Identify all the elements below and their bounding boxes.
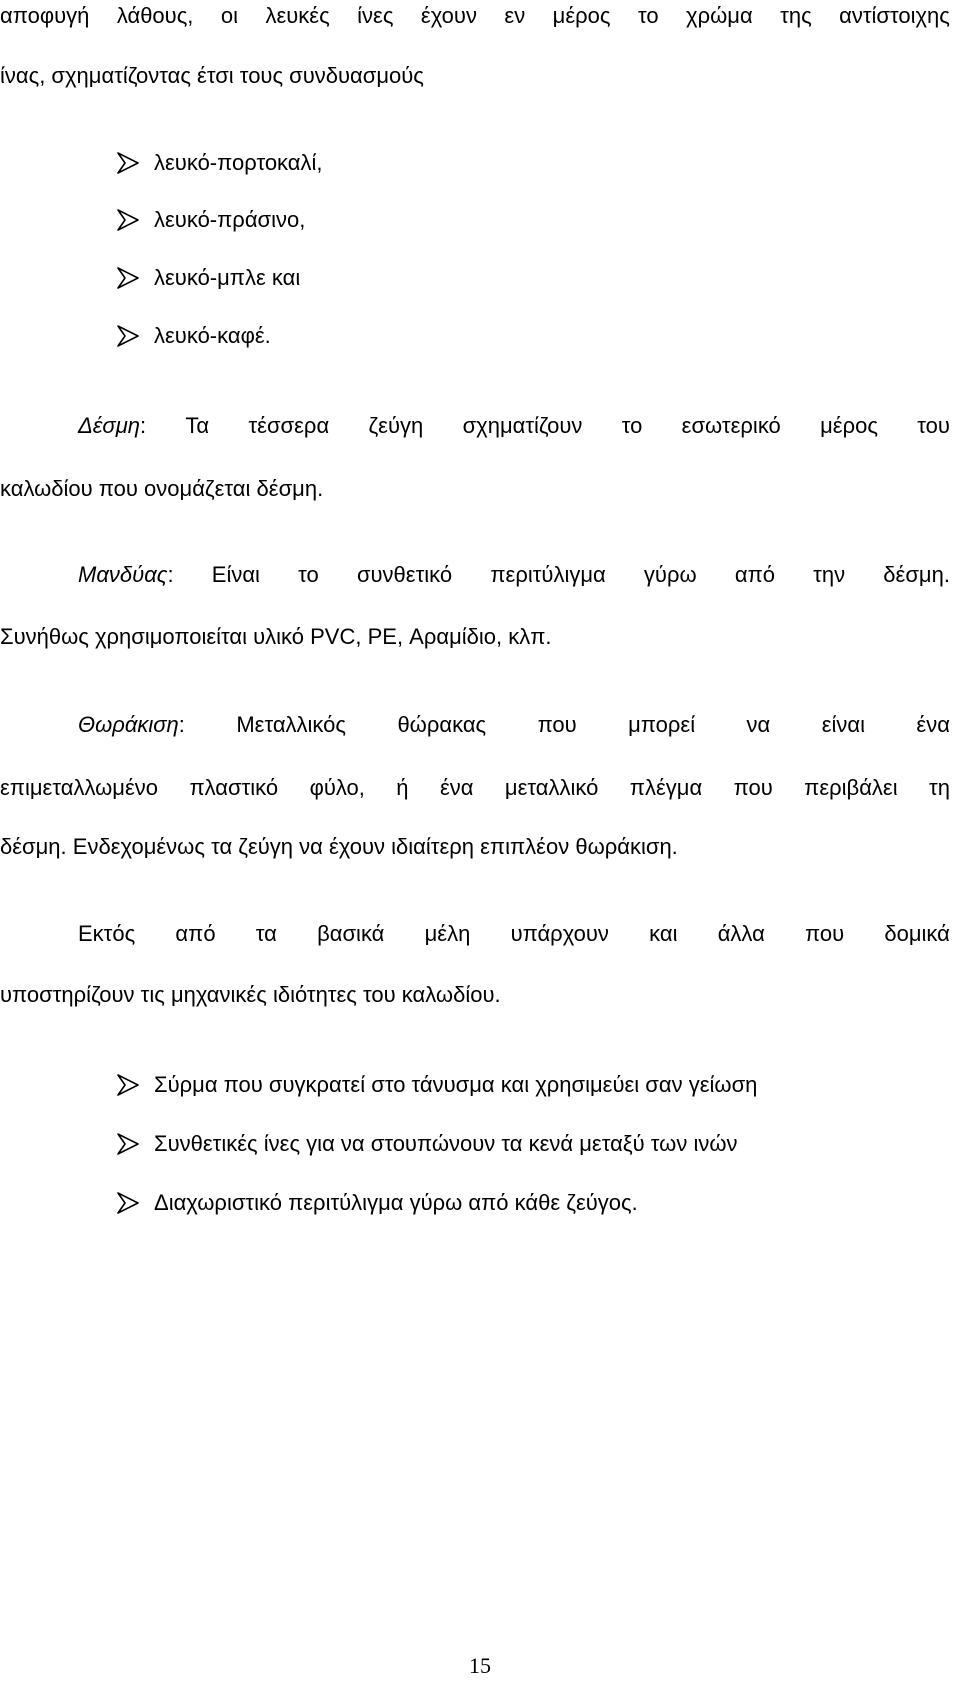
word: από xyxy=(734,562,775,587)
word: εν xyxy=(504,3,526,28)
paragraph-line xyxy=(78,920,950,948)
arrow-bullet-icon xyxy=(116,1073,140,1097)
word: βασικά xyxy=(317,921,385,946)
paragraph-line: Συνήθως χρησιμοποιείται υλικό PVC, PE, Αραμίδιο, κλπ. xyxy=(0,624,552,649)
term-label: Θωράκιση: xyxy=(78,712,185,737)
word: λάθους, xyxy=(116,3,194,28)
arrow-bullet-icon xyxy=(116,324,140,348)
paragraph-line xyxy=(0,774,950,802)
list-item: λευκό-μπλε και xyxy=(154,265,301,290)
word: συνθετικό xyxy=(356,562,453,587)
mandyas-line-1 xyxy=(78,561,950,589)
word: αποφυγή xyxy=(0,3,90,28)
arrow-bullet-icon xyxy=(116,208,140,232)
word: που xyxy=(733,775,773,800)
word: από xyxy=(175,921,216,946)
word: πλαστικό xyxy=(189,775,279,800)
word: ζεύγη xyxy=(368,413,424,438)
word: Εκτός xyxy=(78,921,136,946)
word: τη xyxy=(929,775,950,800)
word: επιμεταλλωμένο xyxy=(0,775,159,800)
word: μέρος xyxy=(820,413,878,438)
word: σχηματίζουν xyxy=(462,413,583,438)
paragraph-line: υποστηρίζουν τις μηχανικές ιδιότητες του καλωδίου. xyxy=(0,982,501,1007)
word: έχουν xyxy=(420,3,477,28)
paragraph-line xyxy=(0,2,950,30)
word: θώρακας xyxy=(397,712,487,737)
term-label: Μανδύας: xyxy=(78,562,174,587)
word: το xyxy=(298,562,319,587)
word: μεταλλικό xyxy=(504,775,599,800)
paragraph-line: δέσμη. Ενδεχομένως τα ζεύγη να έχουν ιδιαίτερη επιπλέον θωράκιση. xyxy=(0,834,678,859)
page-number: 15 xyxy=(469,1653,491,1678)
word: και xyxy=(649,921,678,946)
word: ένα xyxy=(916,712,950,737)
word: Τα xyxy=(185,413,210,438)
list-item: λευκό-καφέ. xyxy=(154,323,271,348)
word: το xyxy=(637,3,659,28)
thorakisi-line-1 xyxy=(78,711,950,739)
term-label: Δέσμη: xyxy=(78,413,147,438)
arrow-bullet-icon xyxy=(116,1191,140,1215)
word: να xyxy=(746,712,771,737)
list-item: Συνθετικές ίνες για να στουπώνουν τα κενά μεταξύ των ινών xyxy=(154,1131,738,1156)
arrow-bullet-icon xyxy=(116,1132,140,1156)
word: το xyxy=(621,413,643,438)
word: εσωτερικό xyxy=(681,413,781,438)
word: του xyxy=(917,413,950,438)
arrow-bullet-icon xyxy=(116,266,140,290)
word: που xyxy=(805,921,845,946)
word: της xyxy=(780,3,812,28)
word: την xyxy=(813,562,846,587)
word: μέρος xyxy=(552,3,611,28)
word: Μεταλλικός xyxy=(236,712,347,737)
list-item: Διαχωριστικό περιτύλιγμα γύρω από κάθε ζεύγος. xyxy=(154,1190,638,1215)
paragraph-line: καλωδίου που ονομάζεται δέσμη. xyxy=(0,476,324,501)
word: είναι xyxy=(821,712,865,737)
word: φύλο, xyxy=(309,775,365,800)
paragraph-line: ίνας, σχηματίζοντας έτσι τους συνδυασμούς xyxy=(0,63,424,88)
word: χρώμα xyxy=(686,3,753,28)
word: αντίστοιχης xyxy=(839,3,950,28)
word: λευκές xyxy=(265,3,330,28)
word: μέλη xyxy=(424,921,471,946)
word: ή xyxy=(396,775,409,800)
word: γύρω xyxy=(643,562,697,587)
list-item: λευκό-πορτοκαλί, xyxy=(154,150,323,175)
word: άλλα xyxy=(717,921,765,946)
word: πλέγμα xyxy=(629,775,703,800)
list-item: λευκό-πράσινο, xyxy=(154,207,306,232)
desmi-line-1 xyxy=(78,412,950,440)
word: μπορεί xyxy=(628,712,696,737)
word: υπάρχουν xyxy=(510,921,609,946)
word: οι xyxy=(220,3,238,28)
word: τέσσερα xyxy=(248,413,330,438)
word: ίνες xyxy=(357,3,394,28)
word: περιβάλει xyxy=(804,775,898,800)
word: τα xyxy=(255,921,277,946)
arrow-bullet-icon xyxy=(116,151,140,175)
word: που xyxy=(537,712,577,737)
word: Είναι xyxy=(211,562,260,587)
word: δέσμη. xyxy=(883,562,950,587)
word: περιτύλιγμα xyxy=(490,562,606,587)
word: ένα xyxy=(439,775,474,800)
word: δομικά xyxy=(884,921,950,946)
list-item: Σύρμα που συγκρατεί στο τάνυσμα και χρησιμεύει σαν γείωση xyxy=(154,1072,758,1097)
